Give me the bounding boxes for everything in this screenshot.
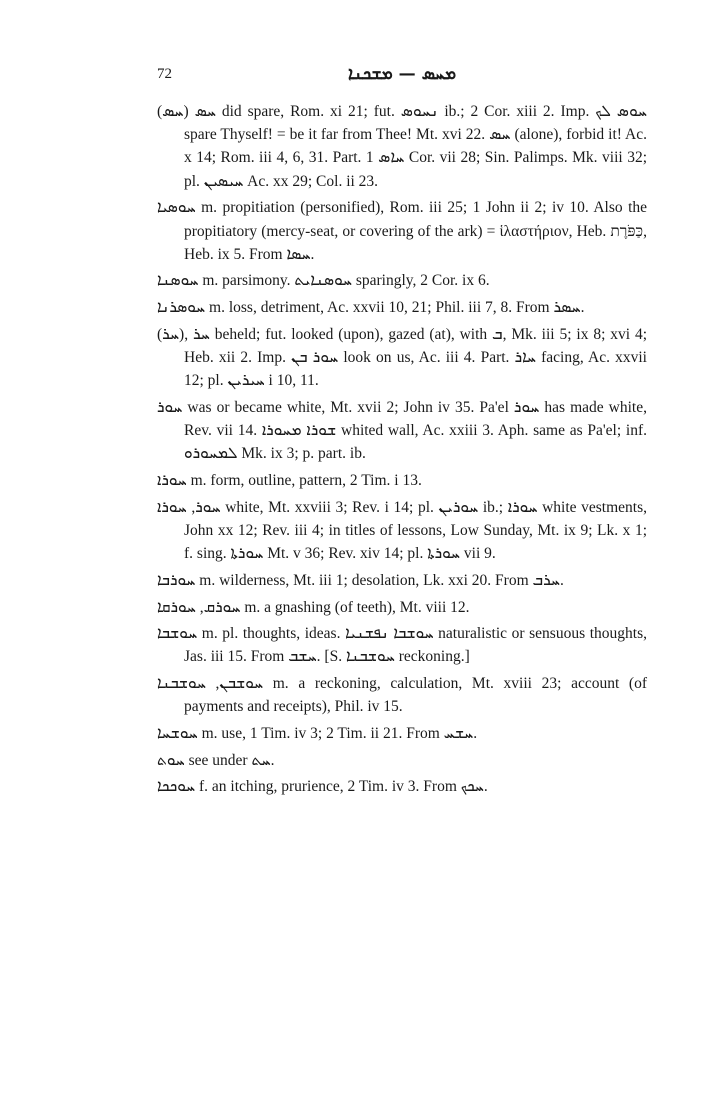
entry-beheld: (ܚܪ), ܚܪ beheld; fut. looked (upon), gazed (at), with ܒ, Mk. iii 5; ix 8; xvi 4; Heb. xii 2. Imp. ܚܘܪ ܒܢ look on us, Ac. iii 4. Part. ܚܐܪ facing, Ac. xxvii 12; pl. ܚܝܪܝܢ i 10, 11. bbox=[157, 325, 647, 390]
entry-propitiation: ܚܘܣܝܐ m. propitiation (personified), Rom. iii 25; 1 John ii 2; iv 10. Also the propitiatory (mercy-seat, or covering of the ark) = ἱλαστήριον, Heb. כַּפֹּרֶת, Heb. ix 5. From ܚܣܐ. bbox=[157, 199, 647, 263]
entry-reckoning: ܚܘܫܒܢ, ܚܘܫܒܢܐ m. a reckoning, calculation, Mt. xviii 23; account (of payments and receipts), Phil. iv 15. bbox=[157, 675, 647, 716]
entry-list bbox=[157, 100, 647, 802]
page-header bbox=[157, 64, 647, 90]
entry-see-under: ܚܘܬ see under ܚܬ. bbox=[157, 751, 275, 769]
entry-use: ܚܘܫܚܐ m. use, 1 Tim. iv 3; 2 Tim. ii 21. From ܚܫܚ. bbox=[157, 725, 478, 743]
entry-wilderness: ܚܘܪܒܐ m. wilderness, Mt. iii 1; desolation, Lk. xxi 20. From ܚܪܒ. bbox=[157, 571, 564, 589]
entry-white-verb: ܚܘܪ was or became white, Mt. xvii 2; John iv 35. Pa'el ܚܘܪ has made white, Rev. vii 14. ܫܘܪܐ ܡܚܘܪܐ whited wall, Ac. xxiii 3. Aph. same as Pa'el; inf. ܠܡܚܘܪܘ Mk. ix 3; p. part. ib. bbox=[157, 398, 647, 463]
entry-parsimony: ܚܘܣܢܐ m. parsimony. ܚܘܣܢܐܝܬ sparingly, 2 Cor. ix 6. bbox=[157, 272, 490, 290]
entry-white-adj: ܚܘܪ, ܚܘܪܐ white, Mt. xxviii 3; Rev. i 14; pl. ܚܘܪܝܢ ib.; ܚܘܪܐ white vestments, John xx 12; Rev. iii 4; in titles of lessons, Low Sunday, Mt. ix 9; Lk. x 1; f. sing. ܚܘܪܬܐ Mt. v 36; Rev. xiv 14; pl. ܚܘܪܬܐ vii 9. bbox=[157, 498, 647, 563]
page-number: 72 bbox=[157, 66, 172, 82]
entry-form: ܚܘܪܐ m. form, outline, pattern, 2 Tim. i 13. bbox=[157, 472, 422, 490]
entry-itching: ܚܘܟܟܐ f. an itching, prurience, 2 Tim. iv 3. From ܚܟܟ. bbox=[157, 778, 488, 796]
running-head: ܡܚܣ — ܡܫܟܢܐ bbox=[347, 64, 457, 84]
entry-loss: ܚܘܣܪܢܐ m. loss, detriment, Ac. xxvii 10, 21; Phil. iii 7, 8. From ܚܣܪ. bbox=[157, 299, 585, 317]
entry-gnashing: ܚܘܪܩ, ܚܘܪܩܐ m. a gnashing (of teeth), Mt. viii 12. bbox=[157, 598, 470, 616]
entry-thoughts: ܚܘܫܒܐ m. pl. thoughts, ideas. ܚܘܫܒܐ ܢܦܫܢܝܐ naturalistic or sensuous thoughts, Jas. iii 15. From ܚܫܒ. [S. ܚܘܫܒܢܐ reckoning.] bbox=[157, 625, 647, 666]
entry-spare: (ܚܣ) ܚܣ did spare, Rom. xi 21; fut. ܢܚܘܣ ib.; 2 Cor. xiii 2. Imp. ܚܘܣ ܠܟ spare Thyself! = be it far from Thee! Mt. xvi 22. ܚܣ (alone), forbid it! Ac. x 14; Rom. iii 4, 6, 31. Part. ܚܐܣ 1 Cor. vii 28; Sin. Palimps. Mk. viii 32; pl. ܚܝܣܝܢ Ac. xx 29; Col. ii 23. bbox=[157, 103, 648, 190]
